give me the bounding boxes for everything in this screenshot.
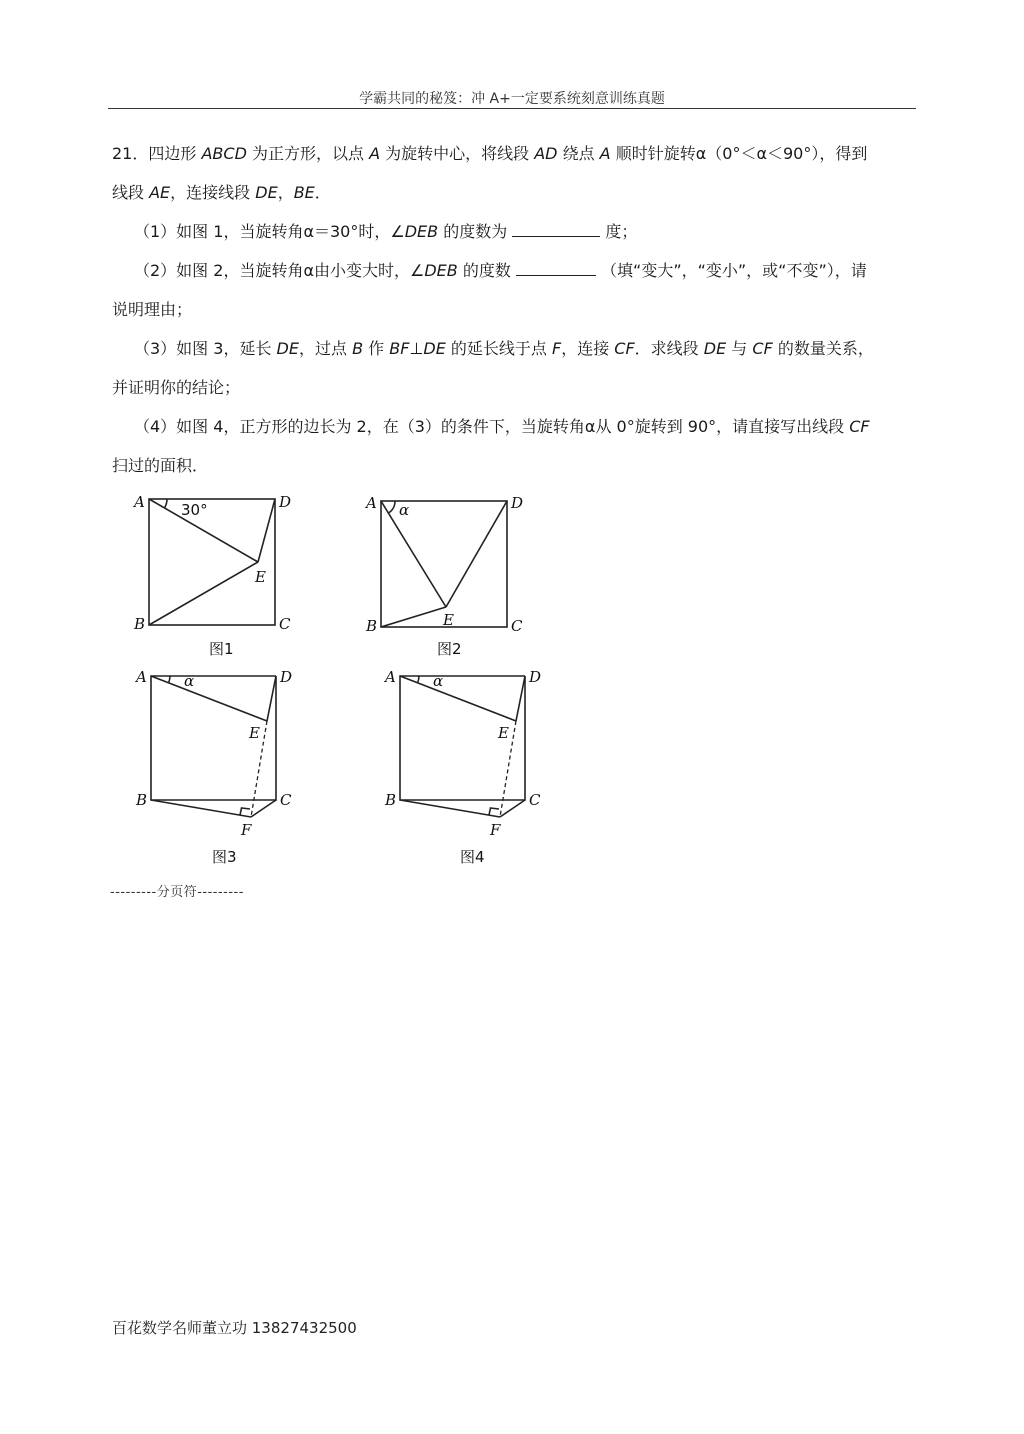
problem-number: 21． (112, 144, 149, 163)
question-4 (134, 416, 944, 438)
q1-text: （1）如图 1，当旋转角α＝30°时，∠ (134, 222, 405, 241)
fig2-segment-DE (446, 501, 507, 607)
q3-text: 并证明你的结论； (112, 378, 241, 397)
q3-text: （3）如图 3，延长 (134, 339, 277, 358)
q3-text: 的延长线于点 (445, 339, 552, 358)
fig3-angle-label: α (184, 672, 195, 690)
q3-var: CF (614, 339, 635, 358)
fig1-label-B: B (134, 615, 146, 633)
page-break-marker: ---------分页符--------- (110, 885, 244, 900)
q3-var: DE (703, 339, 727, 358)
q3-var: F (552, 339, 562, 358)
question-2 (134, 260, 944, 282)
stem-text: 为旋转中心，将线段 (380, 144, 535, 163)
fig4-right-angle-mark (489, 808, 499, 815)
q1-text: 度； (600, 222, 638, 241)
q4-text: 扫过的面积． (112, 456, 209, 475)
fig1-label-A: A (134, 493, 145, 511)
q3-var: CF (752, 339, 773, 358)
fig4-label-C: C (529, 791, 541, 809)
fig4-angle-arc (418, 676, 420, 683)
fig3-segment-DE (267, 676, 276, 721)
stem-text: 绕点 (557, 144, 600, 163)
fig1-segment-DE (258, 499, 275, 562)
q4-var: CF (849, 417, 870, 436)
figure-4 (383, 668, 541, 866)
q3-text: 作 (363, 339, 390, 358)
fig2-label-C: C (511, 617, 523, 635)
q2-answer-blank[interactable] (516, 261, 596, 276)
question-2-line-2 (112, 299, 922, 321)
fig3-angle-arc (169, 676, 171, 683)
fig2-segment-BE (381, 607, 446, 627)
stem-var: ABCD (201, 144, 247, 163)
q2-text: 的度数 (457, 261, 516, 280)
fig3-label-E: E (249, 724, 260, 742)
fig1-label-D: D (279, 493, 292, 511)
fig4-label-A: A (385, 668, 396, 686)
stem-var: DE (255, 183, 278, 202)
fig4-segment-CF (500, 800, 525, 817)
fig1-segment-BE (149, 562, 258, 625)
stem-text: 顺时针旋转α（0°＜α＜90°），得到 (610, 144, 868, 163)
question-4-line-2 (112, 455, 922, 477)
figure-1 (132, 493, 291, 658)
geometry-figures (120, 485, 560, 875)
fig2-label-D: D (511, 494, 524, 512)
fig4-angle-label: α (433, 672, 444, 690)
stem-var: BE (293, 183, 315, 202)
fig2-caption: 图2 (437, 640, 462, 658)
stem-text: 线段 (112, 183, 150, 202)
fig3-label-B: B (136, 791, 148, 809)
header-divider (108, 108, 916, 109)
q2-text: （填“变大”，“变小”，或“不变”），请 (595, 261, 867, 280)
stem-text: ，连接线段 (170, 183, 256, 202)
fig1-angle-arc (165, 499, 168, 508)
stem-text: 为正方形，以点 (246, 144, 370, 163)
question-3-line-2 (112, 377, 922, 399)
fig3-caption: 图3 (212, 848, 237, 866)
q4-text: （4）如图 4，正方形的边长为 2，在（3）的条件下，当旋转角α从 0°旋转到 90°，请直接写出线段 (134, 417, 850, 436)
stem-text: ， (277, 183, 294, 202)
q3-var: BF (389, 339, 410, 358)
fig3-segment-CF (251, 800, 276, 817)
fig2-label-E: E (443, 611, 454, 629)
q3-var: B (352, 339, 364, 358)
q3-text: ⊥ (409, 339, 424, 358)
fig4-label-F: F (490, 821, 501, 839)
fig4-segment-DE (516, 676, 525, 721)
stem-var: A (369, 144, 381, 163)
q3-text: 与 (726, 339, 753, 358)
stem-var: A (599, 144, 611, 163)
figures-block (120, 485, 560, 875)
page-header-title: 学霸共同的秘笈：冲 A+一定要系统刻意训练真题 (359, 91, 665, 107)
fig1-square (149, 499, 275, 625)
stem-var: AD (534, 144, 558, 163)
footer-contact: 百花数学名师董立功 13827432500 (112, 1319, 357, 1337)
fig3-segment-BF (151, 800, 251, 817)
q3-text: ．求线段 (634, 339, 704, 358)
stem-text: ． (314, 183, 331, 202)
q1-var: DEB (404, 222, 439, 241)
fig4-label-E: E (498, 724, 509, 742)
figure-3 (134, 668, 292, 866)
problem-stem-line-1 (112, 143, 922, 165)
fig3-label-A: A (136, 668, 147, 686)
q3-var: DE (423, 339, 446, 358)
problem-stem-line-2 (112, 182, 922, 204)
fig4-caption: 图4 (460, 848, 485, 866)
fig4-segment-BF (400, 800, 500, 817)
fig3-label-D: D (280, 668, 293, 686)
figure-2 (364, 494, 523, 658)
fig1-angle-label: 30° (181, 501, 208, 519)
q3-text: ，连接 (561, 339, 615, 358)
fig1-label-E: E (255, 568, 266, 586)
q2-text: （2）如图 2，当旋转角α由小变大时，∠ (134, 261, 425, 280)
fig2-label-A: A (366, 494, 377, 512)
fig2-label-B: B (366, 617, 378, 635)
q2-var: DEB (424, 261, 458, 280)
fig3-right-angle-mark (240, 808, 250, 815)
stem-text: 四边形 (148, 144, 202, 163)
fig3-label-F: F (241, 821, 252, 839)
fig4-label-D: D (529, 668, 542, 686)
fig2-segment-AE (381, 501, 446, 607)
fig1-label-C: C (279, 615, 291, 633)
question-1 (134, 221, 944, 243)
q1-answer-blank[interactable] (512, 222, 600, 237)
q3-text: ，过点 (298, 339, 353, 358)
q1-text: 的度数为 (438, 222, 513, 241)
q3-var: DE (276, 339, 299, 358)
fig4-label-B: B (385, 791, 397, 809)
q3-text: 的数量关系， (772, 339, 874, 358)
stem-var: AE (149, 183, 171, 202)
fig2-angle-label: α (399, 501, 410, 519)
fig3-label-C: C (280, 791, 292, 809)
q2-text: 说明理由； (112, 300, 193, 319)
fig1-caption: 图1 (209, 640, 234, 658)
question-3 (134, 338, 944, 360)
fig2-angle-arc (389, 501, 396, 513)
